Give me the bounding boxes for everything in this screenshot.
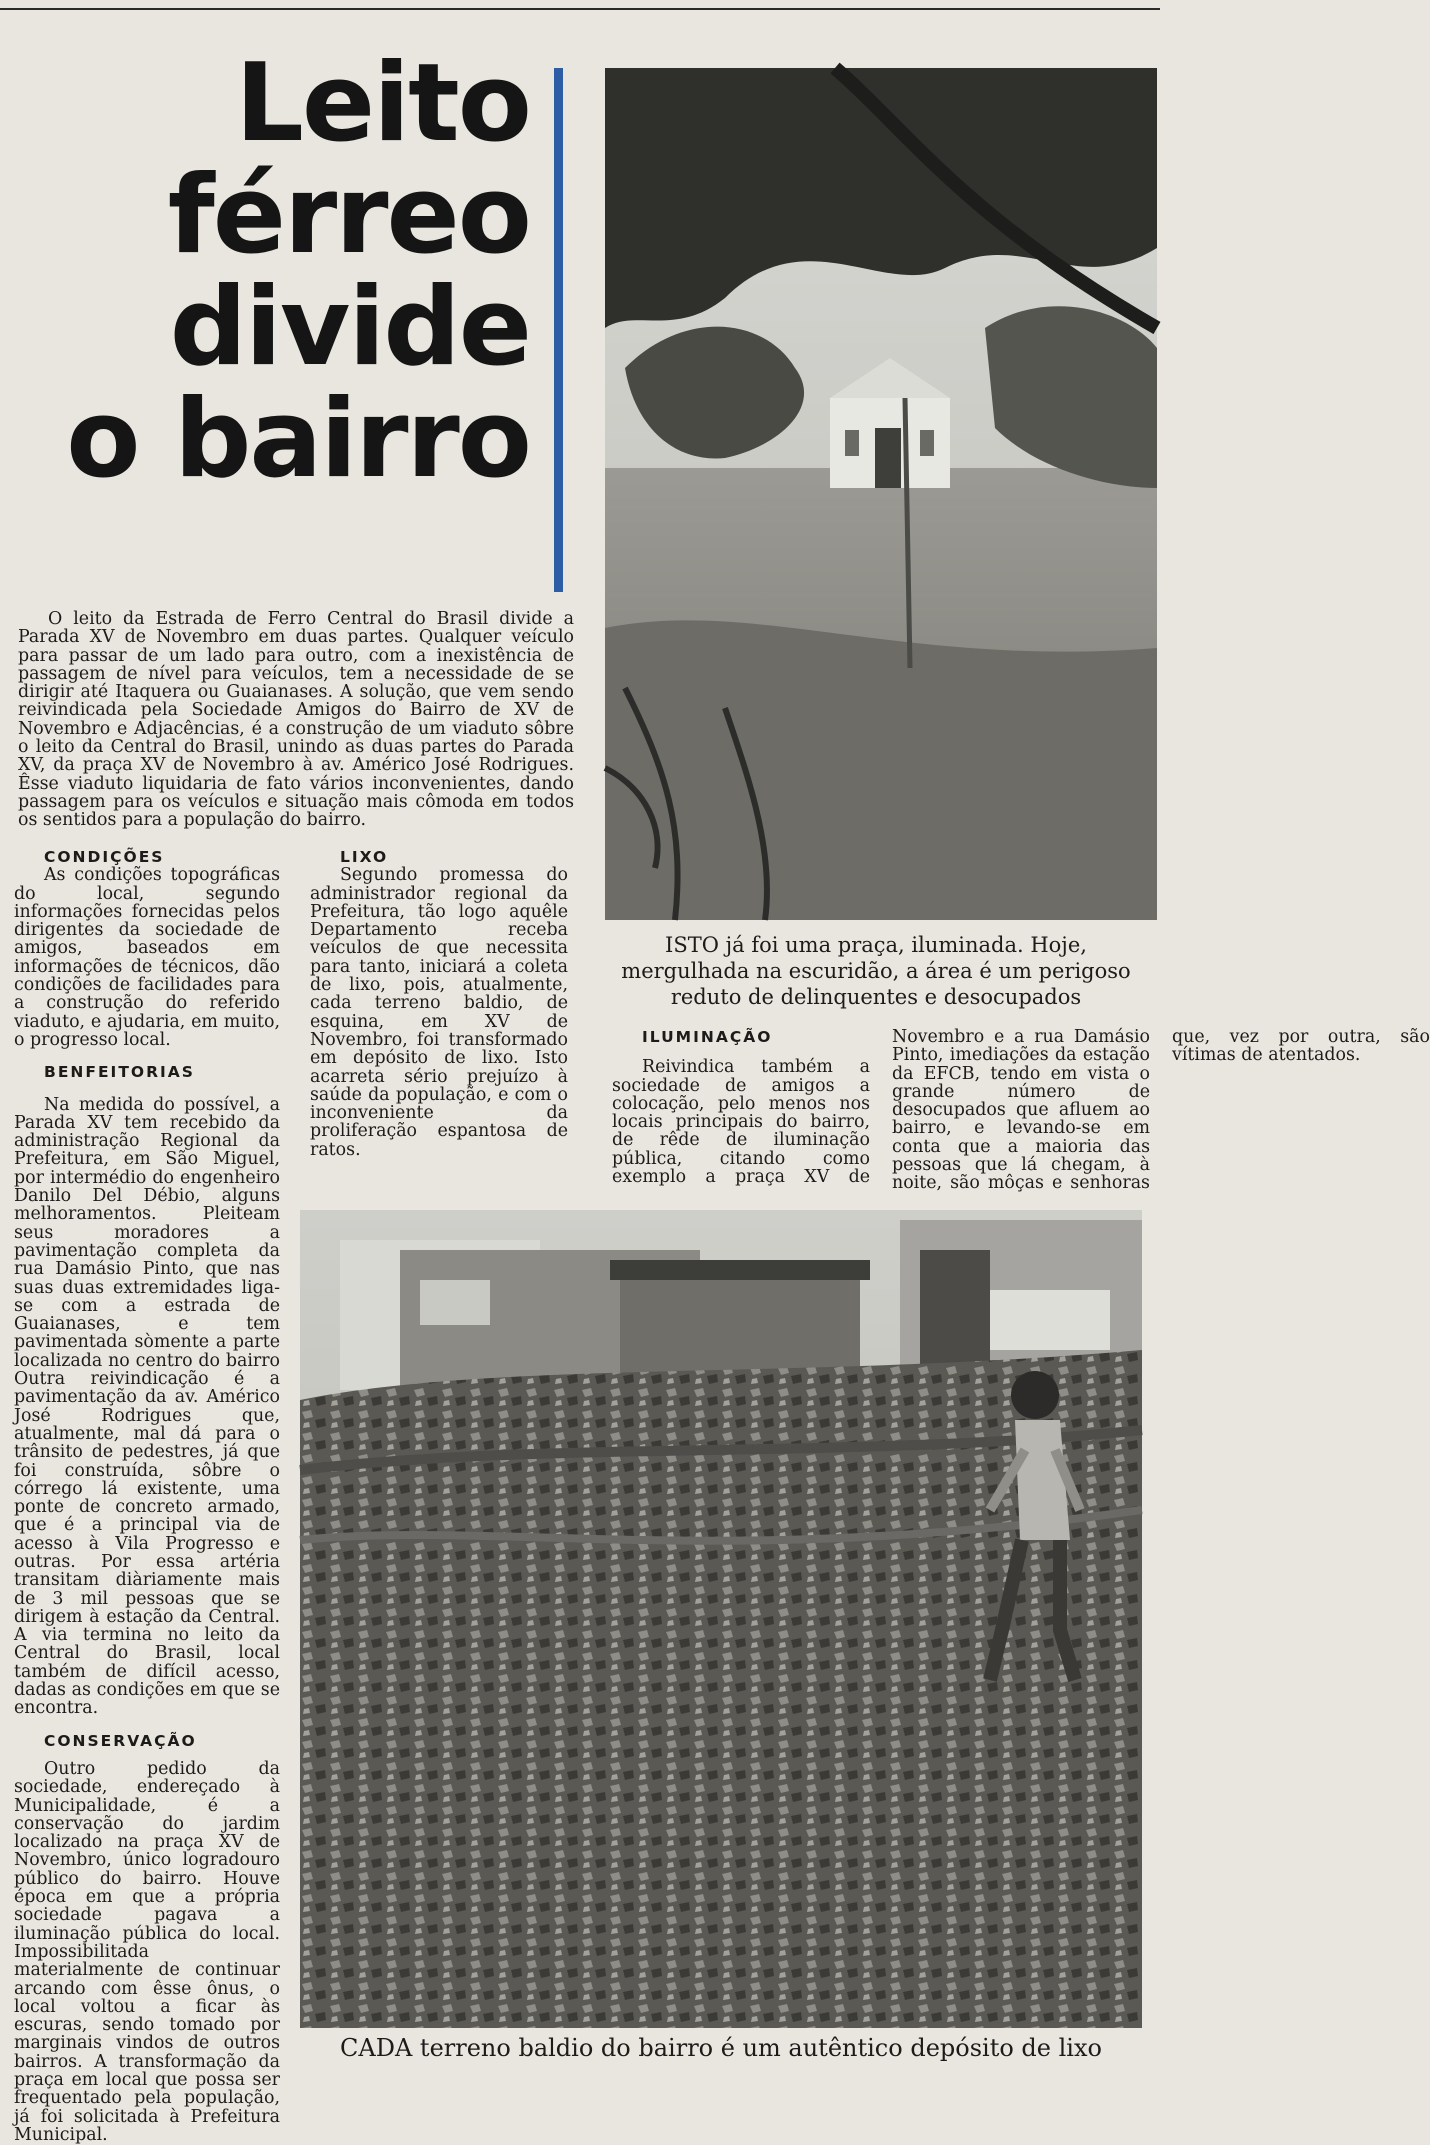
headline-line-2: férreo — [167, 153, 530, 278]
section-text-benfeitorias: Na medida do possível, a Parada XV tem recebido da administração Regional da Prefeitura, em São Miguel, por intermédio do engenheiro Danilo Del Débio, alguns melhoramentos. Pleiteam seus moradores a pavimentação completa da rua Damásio Pinto, que nas suas duas extremidades liga-se com a estrada de Guaianases, e tem pavimentada sòmente a parte localizada no centro do bairro Outra reivindicação é a pavimentação da av. Américo José Rodrigues que, atualmente, mal dá para o trânsito de pedestres, já que foi construída, sôbre o córrego lá existente, uma ponte de concreto armado, que é a principal via de acesso à Vila Progresso e outras. Por essa artéria transitam diàriamente mais de 3 mil pessoas que se dirigem à estação da Central. A via termina no leito da Central do Brasil, local também de difícil acesso, dadas as condições em que se encontra. — [14, 1094, 280, 1719]
top-rule — [0, 8, 1160, 10]
photo-vacant-lot-caption: CADA terreno baldio do bairro é um autêntico depósito de lixo — [340, 2034, 1102, 2062]
section-title-conservacao: CONSERVAÇÃO — [44, 1731, 197, 1750]
section-text-conservacao: Outro pedido da sociedade, endereçado à Municipalidade, é a conservação do jardim localizado na praça XV de Novembro, único logradouro público do bairro. Houve época em que a própria sociedade pagava a iluminação pública do local. Impossibilitada materialmente de continuar arcando com êsse ônus, o local voltou a ficar às escuras, sendo tomado por marginais vindos de outros bairros. A transformação da praça em local que possa ser frequentado pela população, já foi solicitada à Prefeitura Municipal. — [14, 1758, 280, 2145]
headline-line-4: o bairro — [66, 377, 530, 502]
section-text-lixo: Segundo promessa do administrador regional da Prefeitura, tão logo aquêle Departamento receba veículos de que necessita para tanto, iniciará a coleta de lixo, pois, atualmente, cada terreno baldio, de esquina, em XV de Novembro, foi transformado em depósito de lixo. Isto acarreta sério prejuízo à saúde da população, e com o inconveniente da proliferação espantosa de ratos. — [310, 865, 568, 1160]
section-text-iluminacao: Reivindica também a sociedade de amigos a colocação, pelo menos nos locais principais do bairro, de rêde de iluminação pública, citando como exemplo a praça XV de Novembro e a rua Damásio Pinto, imediações da estação da EFCB, tendo em vista o grande número de desocupados que afluem ao bairro, e levando-se em conta que a maioria das pessoas que lá chegam, à noite, são môças e senhoras que, vez por outra, são vítimas de atentados. — [612, 1027, 1430, 1194]
photo-vacant-lot — [300, 1210, 1142, 2028]
photo-square-caption: ISTO já foi uma praça, iluminada. Hoje, mergulhada na escuridão, a área é um perigoso reduto de delinquentes e desocupados — [621, 933, 1131, 1009]
section-title-lixo: LIXO — [340, 848, 389, 866]
section-title-condicoes: CONDIÇÕES — [44, 848, 165, 866]
section-title-benfeitorias: BENFEITORIAS — [44, 1063, 195, 1082]
headline-line-1: Leito — [235, 41, 530, 166]
headline — [20, 41, 530, 502]
column-3 — [612, 1027, 1430, 1198]
section-text-condicoes: As condições topográficas do local, segundo informações fornecidas pelos dirigentes da sociedade de amigos, baseados em informações de técnicos, dão condições de facilidades para a construção do referido viaduto, e ajudaria, em muito, o progresso local. — [14, 865, 280, 1050]
lead-paragraph: O leito da Estrada de Ferro Central do Brasil divide a Parada XV de Novembro em duas partes. Qualquer veículo para passar de um lado para outro, com a inexistência de passagem de nível para veículos, tem a necessidade de se dirigir até Itaquera ou Guaianases. A solução, que vem sendo reivindicada pela Sociedade Amigos do Bairro de XV de Novembro e Adjacências, é a construção de um viaduto sôbre o leito da Central do Brasil, unindo as duas partes do Parada XV, da praça XV de Novembro à av. Américo José Rodrigues. Êsse viaduto liquidaria de fato vários inconvenientes, dando passagem para os veículos e situação mais cômoda em todos os sentidos para a população do bairro. — [18, 609, 574, 831]
photo-square-chapel — [605, 68, 1157, 920]
column-2 — [310, 848, 568, 1159]
headline-accent-rule — [554, 68, 563, 592]
headline-line-3: divide — [169, 265, 530, 390]
column-1 — [14, 848, 280, 2144]
section-title-iluminacao: ILUMINAÇÃO — [642, 1028, 773, 1046]
